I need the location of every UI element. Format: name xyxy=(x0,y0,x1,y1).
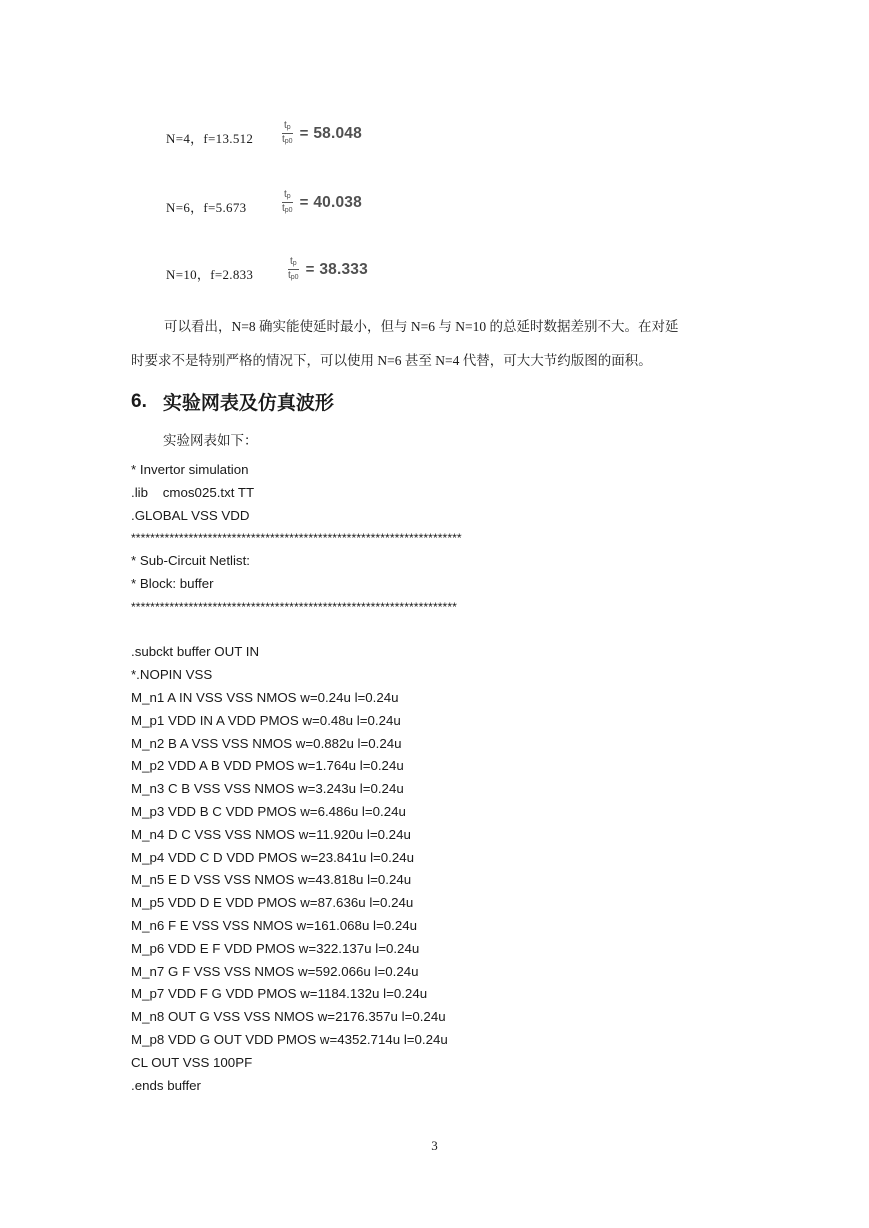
netlist-line: M_p7 VDD F G VDD PMOS w=1184.132u l=0.24u xyxy=(131,986,428,1002)
formula-condition: N=4，f=13.512 xyxy=(166,130,254,146)
netlist-line: M_p6 VDD E F VDD PMOS w=322.137u l=0.24u xyxy=(131,940,420,956)
netlist-line: CL OUT VSS 100PF xyxy=(131,1054,253,1070)
conclusion-line-1: 可以看出，N=8 确实能使延时最小，但与 N=6 与 N=10 的总延时数据差别不大。在对延 xyxy=(164,319,679,334)
formula-line-n10 xyxy=(166,253,253,293)
netlist-line: M_n4 D C VSS VSS NMOS w=11.920u l=0.24u xyxy=(131,826,411,842)
netlist-line: M_n7 G F VSS VSS NMOS w=592.066u l=0.24u xyxy=(131,963,419,979)
netlist-line: * Invertor simulation xyxy=(131,462,249,477)
fraction: $\frac{t_p}{t_{p0}}$ xyxy=(282,189,293,214)
netlist-line: M_p4 VDD C D VDD PMOS w=23.841u l=0.24u xyxy=(131,849,415,865)
netlist-line: * Block: buffer xyxy=(131,575,214,591)
equals-sign: = xyxy=(299,194,309,211)
formula-condition: N=6，f=5.673 xyxy=(166,199,247,215)
netlist-separator: ******************************************************************** xyxy=(131,599,457,614)
netlist-line: M_p8 VDD G OUT VDD PMOS w=4352.714u l=0.24u xyxy=(131,1031,448,1047)
fraction: $\frac{t_p}{t_{p0}}$ xyxy=(282,120,293,145)
formula-line-n6 xyxy=(166,186,246,226)
page-number: 3 xyxy=(431,1138,438,1153)
fraction: $\frac{t_p}{t_{p0}}$ xyxy=(288,256,299,281)
formula-ratio-n4 xyxy=(281,120,362,147)
netlist-line: M_n6 F E VSS VSS NMOS w=161.068u l=0.24u xyxy=(131,917,418,933)
netlist-line: .subckt buffer OUT IN xyxy=(131,644,260,660)
netlist-separator: ********************************************************************* xyxy=(131,531,462,546)
netlist-line: M_p3 VDD B C VDD PMOS w=6.486u l=0.24u xyxy=(131,803,406,819)
netlist-intro: 实验网表如下： xyxy=(163,433,258,449)
equals-sign: = xyxy=(299,125,309,142)
netlist-line: M_p2 VDD A B VDD PMOS w=1.764u l=0.24u xyxy=(131,758,404,774)
netlist-line: M_n5 E D VSS VSS NMOS w=43.818u l=0.24u xyxy=(131,872,412,888)
netlist-line: M_p5 VDD D E VDD PMOS w=87.636u l=0.24u xyxy=(131,895,414,911)
netlist-line: M_n3 C B VSS VSS NMOS w=3.243u l=0.24u xyxy=(131,781,404,797)
netlist-blank-line xyxy=(131,619,751,642)
formula-ratio-n10 xyxy=(287,256,368,283)
formula-value: 40.038 xyxy=(313,193,362,211)
section-number: 6. xyxy=(131,390,147,412)
conclusion-line-2: 时要求不是特别严格的情况下，可以使用 N=6 甚至 N=4 代替，可大大节约版图的面积。 xyxy=(131,353,652,368)
formula-line-n4 xyxy=(166,117,253,157)
netlist-line: M_p1 VDD IN A VDD PMOS w=0.48u l=0.24u xyxy=(131,712,401,728)
section-heading xyxy=(131,388,334,415)
formula-value: 38.333 xyxy=(319,260,368,278)
netlist-line: M_n8 OUT G VSS VSS NMOS w=2176.357u l=0.24u xyxy=(131,1009,446,1025)
netlist-line: * Sub-Circuit Netlist: xyxy=(131,553,250,569)
netlist-block xyxy=(131,459,751,1097)
equals-sign: = xyxy=(305,261,315,278)
netlist-line: .ends buffer xyxy=(131,1077,201,1093)
netlist-line: M_n2 B A VSS VSS NMOS w=0.882u l=0.24u xyxy=(131,735,402,751)
formula-ratio-n6 xyxy=(281,189,362,216)
netlist-line: *.NOPIN VSS xyxy=(131,667,213,683)
formula-condition: N=10，f=2.833 xyxy=(166,266,254,282)
formula-value: 58.048 xyxy=(313,124,362,142)
section-title: 实验网表及仿真波形 xyxy=(162,392,334,414)
netlist-line: M_n1 A IN VSS VSS NMOS w=0.24u l=0.24u xyxy=(131,689,399,705)
netlist-line: .GLOBAL VSS VDD xyxy=(131,507,250,523)
netlist-line: .lib cmos025.txt TT xyxy=(131,484,255,500)
